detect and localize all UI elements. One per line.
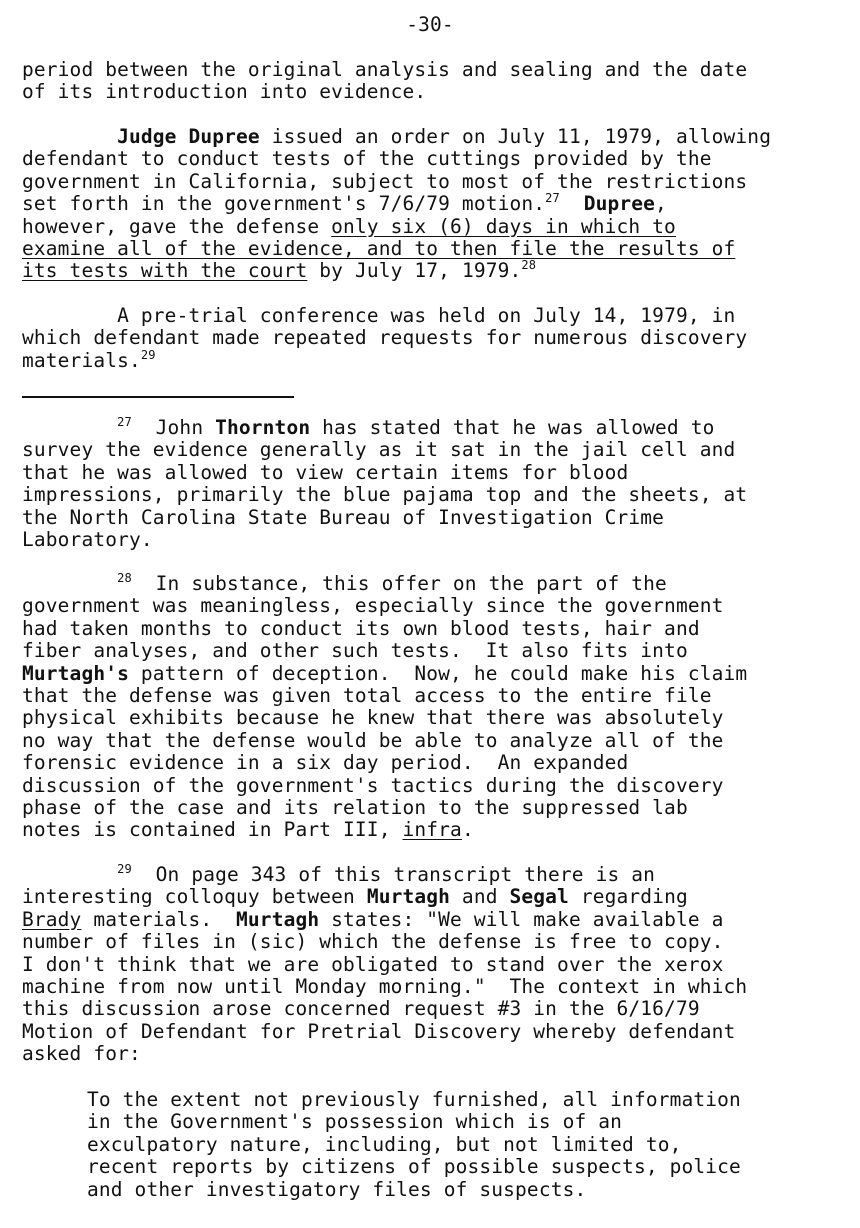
text-line: of its introduction into evidence. bbox=[22, 80, 427, 104]
text-line: interesting colloquy between Murtagh and Segal regarding bbox=[22, 885, 688, 909]
paragraph-continuation bbox=[22, 59, 852, 104]
text-line: that he was allowed to view certain items for blood bbox=[22, 460, 629, 484]
name-segal: Segal bbox=[509, 885, 569, 909]
text-line: Brady materials. Murtagh states: "We will make available a bbox=[22, 907, 724, 931]
text-line: Motion of Defendant for Pretrial Discovery whereby defendant bbox=[22, 1019, 736, 1043]
text-line: discussion of the government's tactics during the discovery bbox=[22, 773, 724, 797]
underlined-text: Brady bbox=[22, 907, 82, 931]
footnote-number: 28 bbox=[117, 571, 132, 585]
name-dupree: Judge Dupree bbox=[117, 125, 260, 148]
paragraph-pretrial-conference bbox=[22, 305, 852, 372]
text-line: recent reports by citizens of possible suspects, police bbox=[87, 1155, 741, 1179]
text-line bbox=[22, 238, 852, 260]
text-line: government was meaningless, especially since the government bbox=[22, 594, 724, 618]
block-quote bbox=[87, 1089, 847, 1201]
name-dupree-2: Dupree bbox=[583, 192, 656, 216]
footnote-29 bbox=[22, 864, 852, 1066]
text-line: survey the evidence generally as it sat in the jail cell and bbox=[22, 438, 736, 462]
footnote-ref-28[interactable]: 28 bbox=[521, 258, 537, 273]
text-line: that the defense was given total access to the entire file bbox=[22, 683, 712, 707]
footnote-number: 29 bbox=[117, 862, 132, 876]
text-line: number of files in (sic) which the defense is free to copy. bbox=[22, 930, 724, 954]
text-line: Murtagh's pattern of deception. Now, he could make his claim bbox=[22, 661, 748, 685]
text-line: had taken months to conduct its own blood tests, hair and bbox=[22, 616, 700, 640]
text-line: impressions, primarily the blue pajama top and the sheets, at bbox=[22, 483, 748, 507]
text-line: the North Carolina State Bureau of Investigation Crime bbox=[22, 505, 665, 529]
text-line: physical exhibits because he knew that there was absolutely bbox=[22, 706, 724, 730]
text-line: government in California, subject to most of the restrictions bbox=[22, 169, 748, 193]
footnote-separator bbox=[22, 396, 294, 398]
text-line: notes is contained in Part III, infra. bbox=[22, 818, 474, 842]
footnote-ref-27[interactable]: 27 bbox=[545, 191, 560, 206]
text-line: set forth in the government's 7/6/79 motion.$^{27}$ Dupree, bbox=[22, 191, 667, 216]
text-line: however, gave the defense only six (6) days in which to bbox=[22, 214, 676, 238]
text-line: which defendant made repeated requests for numerous discovery bbox=[22, 326, 748, 350]
text-line: Judge Dupree issued an order on July 11, 1979, allowing bbox=[117, 125, 772, 148]
name-murtagh: Murtagh bbox=[236, 907, 320, 931]
text-line: $^{29}$ On page 343 of this transcript there is an bbox=[117, 862, 656, 886]
underlined-text: examine all of the evidence, and to then file the results of bbox=[22, 236, 736, 260]
underlined-text: infra bbox=[402, 818, 462, 842]
text-line: forensic evidence in a six day period. An expanded bbox=[22, 751, 629, 775]
paragraph-dupree-order bbox=[22, 126, 852, 283]
text-line: materials.$^{29}$ bbox=[22, 347, 156, 372]
text-line: defendant to conduct tests of the cuttings provided by the bbox=[22, 147, 712, 171]
text-line: period between the original analysis and sealing and the date bbox=[22, 58, 748, 81]
name-murtagh: Murtagh's bbox=[22, 661, 130, 685]
footnote-28 bbox=[22, 573, 852, 842]
text-line: machine from now until Monday morning." The context in which bbox=[22, 974, 748, 998]
text-line: I don't think that we are obligated to stand over the xerox bbox=[22, 952, 724, 976]
name-murtagh: Murtagh bbox=[366, 885, 451, 909]
text-line: $^{27}$ John Thornton has stated that he was allowed to bbox=[117, 415, 715, 439]
underlined-text: its tests with the court bbox=[22, 259, 308, 283]
text-line: its tests with the court by July 17, 1979.28 bbox=[22, 258, 537, 283]
text-line: and other investigatory files of suspects. bbox=[87, 1177, 587, 1201]
text-line: exculpatory nature, including, but not limited to, bbox=[87, 1132, 682, 1156]
text-line: fiber analyses, and other such tests. It also fits into bbox=[22, 639, 688, 663]
text-line: asked for: bbox=[22, 1042, 141, 1066]
text-line: A pre-trial conference was held on July 14, 1979, in bbox=[117, 304, 736, 327]
footnote-number: 27 bbox=[117, 415, 132, 429]
text-line: $^{28}$ In substance, this offer on the part of the bbox=[117, 571, 667, 595]
footnote-ref-29[interactable]: 29 bbox=[140, 347, 156, 362]
footnote-27 bbox=[22, 417, 852, 551]
name-thornton: Thornton bbox=[215, 416, 311, 439]
text-line: Laboratory. bbox=[22, 527, 153, 551]
text-line: this discussion arose concerned request #3 in the 6/16/79 bbox=[22, 997, 700, 1021]
text-line: phase of the case and its relation to the suppressed lab bbox=[22, 795, 688, 819]
page-number: -30- bbox=[406, 13, 454, 36]
text-line: no way that the defense would be able to analyze all of the bbox=[22, 728, 724, 752]
underlined-text: only six (6) days in which to bbox=[331, 214, 676, 238]
text-line: in the Government's possession which is of an bbox=[87, 1110, 623, 1134]
text-line: To the extent not previously furnished, all information bbox=[87, 1088, 741, 1111]
